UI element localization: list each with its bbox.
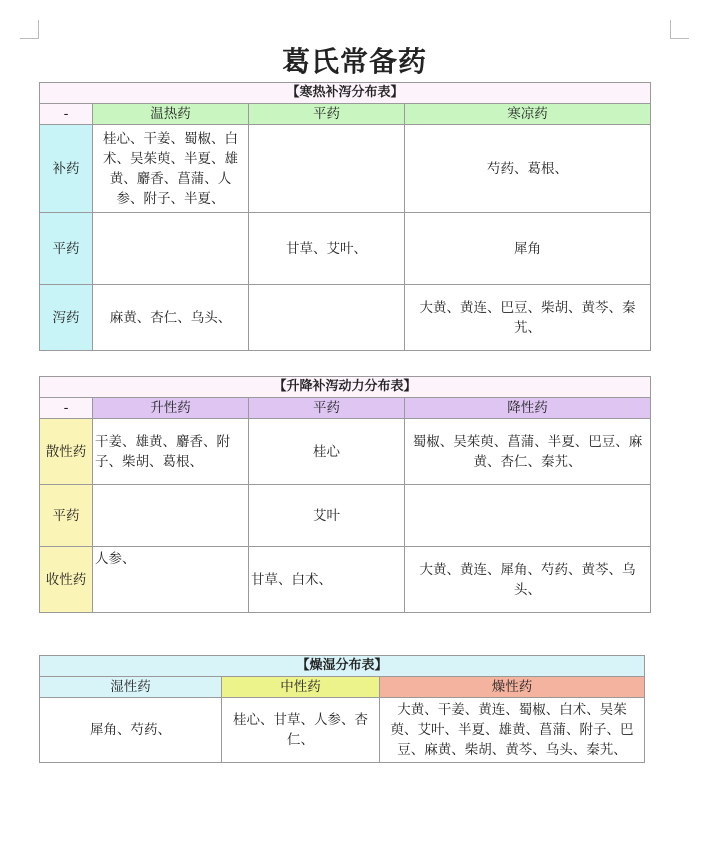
dry-wet-table [39, 655, 645, 763]
column-header: 燥性药 [380, 677, 645, 698]
table-cell: 桂心、甘草、人参、杏仁、 [222, 698, 380, 763]
cold-heat-table [39, 82, 651, 351]
table-cell [93, 485, 249, 547]
row-header: 平药 [40, 213, 93, 285]
column-header: 湿性药 [40, 677, 222, 698]
ascending-descending-table [39, 376, 651, 613]
table-cell: 艾叶 [249, 485, 405, 547]
corner-cell: - [40, 104, 93, 125]
table-cell: 大黄、干姜、黄连、蜀椒、白术、吴茱萸、艾叶、半夏、雄黄、菖蒲、附子、巴豆、麻黄、柴胡、黄芩、乌头、秦艽、 [380, 698, 645, 763]
column-header: 温热药 [93, 104, 249, 125]
page-title: 葛氏常备药 [281, 45, 427, 78]
table-cell: 桂心 [249, 419, 405, 485]
table-row [40, 547, 651, 613]
table-cell: 大黄、黄连、犀角、芍药、黄芩、乌头、 [405, 547, 651, 613]
table-cell: 甘草、白术、 [249, 547, 405, 613]
table-caption: 【燥湿分布表】 [40, 656, 645, 677]
table-caption: 【寒热补泻分布表】 [40, 83, 651, 104]
table-row [40, 213, 651, 285]
table-cell: 干姜、雄黄、麝香、附子、柴胡、葛根、 [93, 419, 249, 485]
table-cell [249, 285, 405, 351]
table-row [40, 125, 651, 213]
table-cell: 犀角、芍药、 [40, 698, 222, 763]
row-header: 收性药 [40, 547, 93, 613]
row-header: 泻药 [40, 285, 93, 351]
table-cell: 人参、 [93, 547, 249, 613]
table-cell: 犀角 [405, 213, 651, 285]
column-header: 升性药 [93, 398, 249, 419]
column-header: 寒凉药 [405, 104, 651, 125]
column-header: 中性药 [222, 677, 380, 698]
table-row [40, 698, 645, 763]
column-header: 平药 [249, 398, 405, 419]
table-cell: 蜀椒、吴茱萸、菖蒲、半夏、巴豆、麻黄、杏仁、秦艽、 [405, 419, 651, 485]
row-header: 散性药 [40, 419, 93, 485]
corner-cell: - [40, 398, 93, 419]
table-cell [249, 125, 405, 213]
table-cell: 麻黄、杏仁、乌头、 [93, 285, 249, 351]
column-header: 平药 [249, 104, 405, 125]
row-header: 平药 [40, 485, 93, 547]
page-corner-mark [20, 20, 39, 39]
table-row [40, 419, 651, 485]
table-cell [405, 485, 651, 547]
table-row [40, 285, 651, 351]
page-corner-mark [670, 20, 689, 39]
table-cell: 大黄、黄连、巴豆、柴胡、黄芩、秦艽、 [405, 285, 651, 351]
row-header: 补药 [40, 125, 93, 213]
table-row [40, 485, 651, 547]
table-caption: 【升降补泻动力分布表】 [40, 377, 651, 398]
table-cell: 甘草、艾叶、 [249, 213, 405, 285]
column-header: 降性药 [405, 398, 651, 419]
table-cell: 芍药、葛根、 [405, 125, 651, 213]
table-cell: 桂心、干姜、蜀椒、白术、吴茱萸、半夏、雄黄、麝香、菖蒲、人参、附子、半夏、 [93, 125, 249, 213]
table-cell [93, 213, 249, 285]
